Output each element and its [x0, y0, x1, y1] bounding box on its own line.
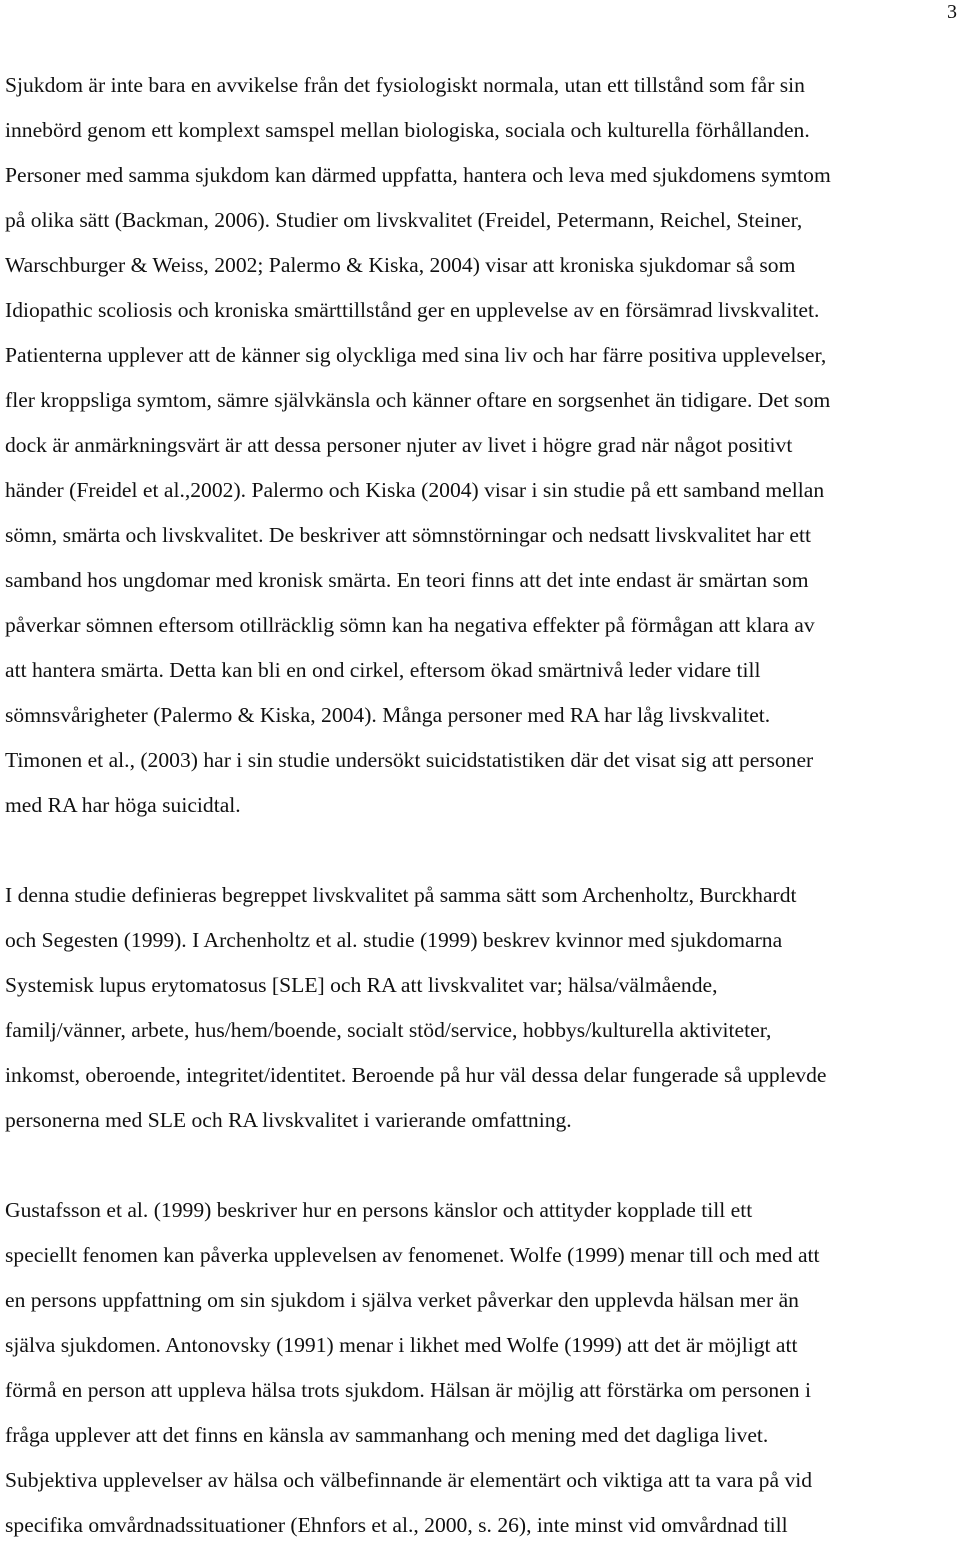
paragraph-illness-and-quality-of-life — [5, 63, 955, 828]
text-line: själva sjukdomen. Antonovsky (1991) menar i likhet med Wolfe (1999) att det är möjligt att — [5, 1333, 798, 1357]
text-line: sömnsvårigheter (Palermo & Kiska, 2004). Många personer med RA har låg livskvalitet. — [5, 703, 771, 727]
text-line: specifika omvårdnadssituationer (Ehnfors et al., 2000, s. 26), inte minst vid omvårdnad till — [5, 1513, 788, 1537]
text-line: förmå en person att uppleva hälsa trots sjukdom. Hälsan är möjlig att förstärka om personen i — [5, 1378, 811, 1402]
text-line: Gustafsson et al. (1999) beskriver hur en persons känslor och attityder kopplade till ett — [5, 1198, 753, 1222]
text-line: Personer med samma sjukdom kan därmed uppfatta, hantera och leva med sjukdomens symtom — [5, 163, 831, 187]
text-line: Systemisk lupus erytomatosus [SLE] och RA att livskvalitet var; hälsa/välmående, — [5, 973, 718, 997]
text-line: Idiopathic scoliosis och kroniska smärttillstånd ger en upplevelse av en försämrad livskvalitet. — [5, 298, 820, 322]
text-line: på olika sätt (Backman, 2006). Studier om livskvalitet (Freidel, Petermann, Reichel, Steiner, — [5, 208, 803, 232]
text-line: med RA har höga suicidtal. — [5, 793, 241, 817]
text-line: Sjukdom är inte bara en avvikelse från det fysiologiskt normala, utan ett tillstånd som får sin — [5, 73, 805, 97]
paragraph-subjective-experience — [5, 1188, 955, 1548]
page-number: 3 — [947, 1, 957, 23]
paragraph-spacer — [5, 1143, 955, 1188]
text-line: speciellt fenomen kan påverka upplevelsen av fenomenet. Wolfe (1999) menar till och med att — [5, 1243, 820, 1267]
text-line: dock är anmärkningsvärt är att dessa personer njuter av livet i högre grad när något positivt — [5, 433, 793, 457]
paragraph-definition-of-quality-of-life — [5, 873, 955, 1143]
text-line: personerna med SLE och RA livskvalitet i varierande omfattning. — [5, 1108, 572, 1132]
text-line: påverkar sömnen eftersom otillräcklig sömn kan ha negativa effekter på förmågan att klara av — [5, 613, 815, 637]
document-body — [5, 63, 955, 1548]
text-line: innebörd genom ett komplext samspel mellan biologiska, sociala och kulturella förhållanden. — [5, 118, 810, 142]
text-line: händer (Freidel et al.,2002). Palermo och Kiska (2004) visar i sin studie på ett samband mellan — [5, 478, 825, 502]
text-line: Warschburger & Weiss, 2002; Palermo & Kiska, 2004) visar att kroniska sjukdomar så som — [5, 253, 796, 277]
text-line: inkomst, oberoende, integritet/identitet. Beroende på hur väl dessa delar fungerade så upplevde — [5, 1063, 827, 1087]
text-line: fler kroppsliga symtom, sämre självkänsla och känner oftare en sorgsenhet än tidigare. Det som — [5, 388, 831, 412]
text-line: I denna studie definieras begreppet livskvalitet på samma sätt som Archenholtz, Burckhardt — [5, 883, 797, 907]
text-line: en persons uppfattning om sin sjukdom i själva verket påverkar den upplevda hälsan mer än — [5, 1288, 799, 1312]
text-line: sömn, smärta och livskvalitet. De beskriver att sömnstörningar och nedsatt livskvalitet har ett — [5, 523, 811, 547]
paragraph-spacer — [5, 828, 955, 873]
text-line: Patienterna upplever att de känner sig olyckliga med sina liv och har färre positiva upplevelser, — [5, 343, 827, 367]
text-line: fråga upplever att det finns en känsla av sammanhang och mening med det dagliga livet. — [5, 1423, 769, 1447]
text-line: och Segesten (1999). I Archenholtz et al. studie (1999) beskrev kvinnor med sjukdomarna — [5, 928, 783, 952]
text-line: familj/vänner, arbete, hus/hem/boende, socialt stöd/service, hobbys/kulturella aktiviteter, — [5, 1018, 772, 1042]
text-line: att hantera smärta. Detta kan bli en ond cirkel, eftersom ökad smärtnivå leder vidare till — [5, 658, 761, 682]
text-line: samband hos ungdomar med kronisk smärta. En teori finns att det inte endast är smärtan som — [5, 568, 809, 592]
text-line: Subjektiva upplevelser av hälsa och välbefinnande är elementärt och viktiga att ta vara på vid — [5, 1468, 813, 1492]
text-line: Timonen et al., (2003) har i sin studie undersökt suicidstatistiken där det visat sig att personer — [5, 748, 814, 772]
